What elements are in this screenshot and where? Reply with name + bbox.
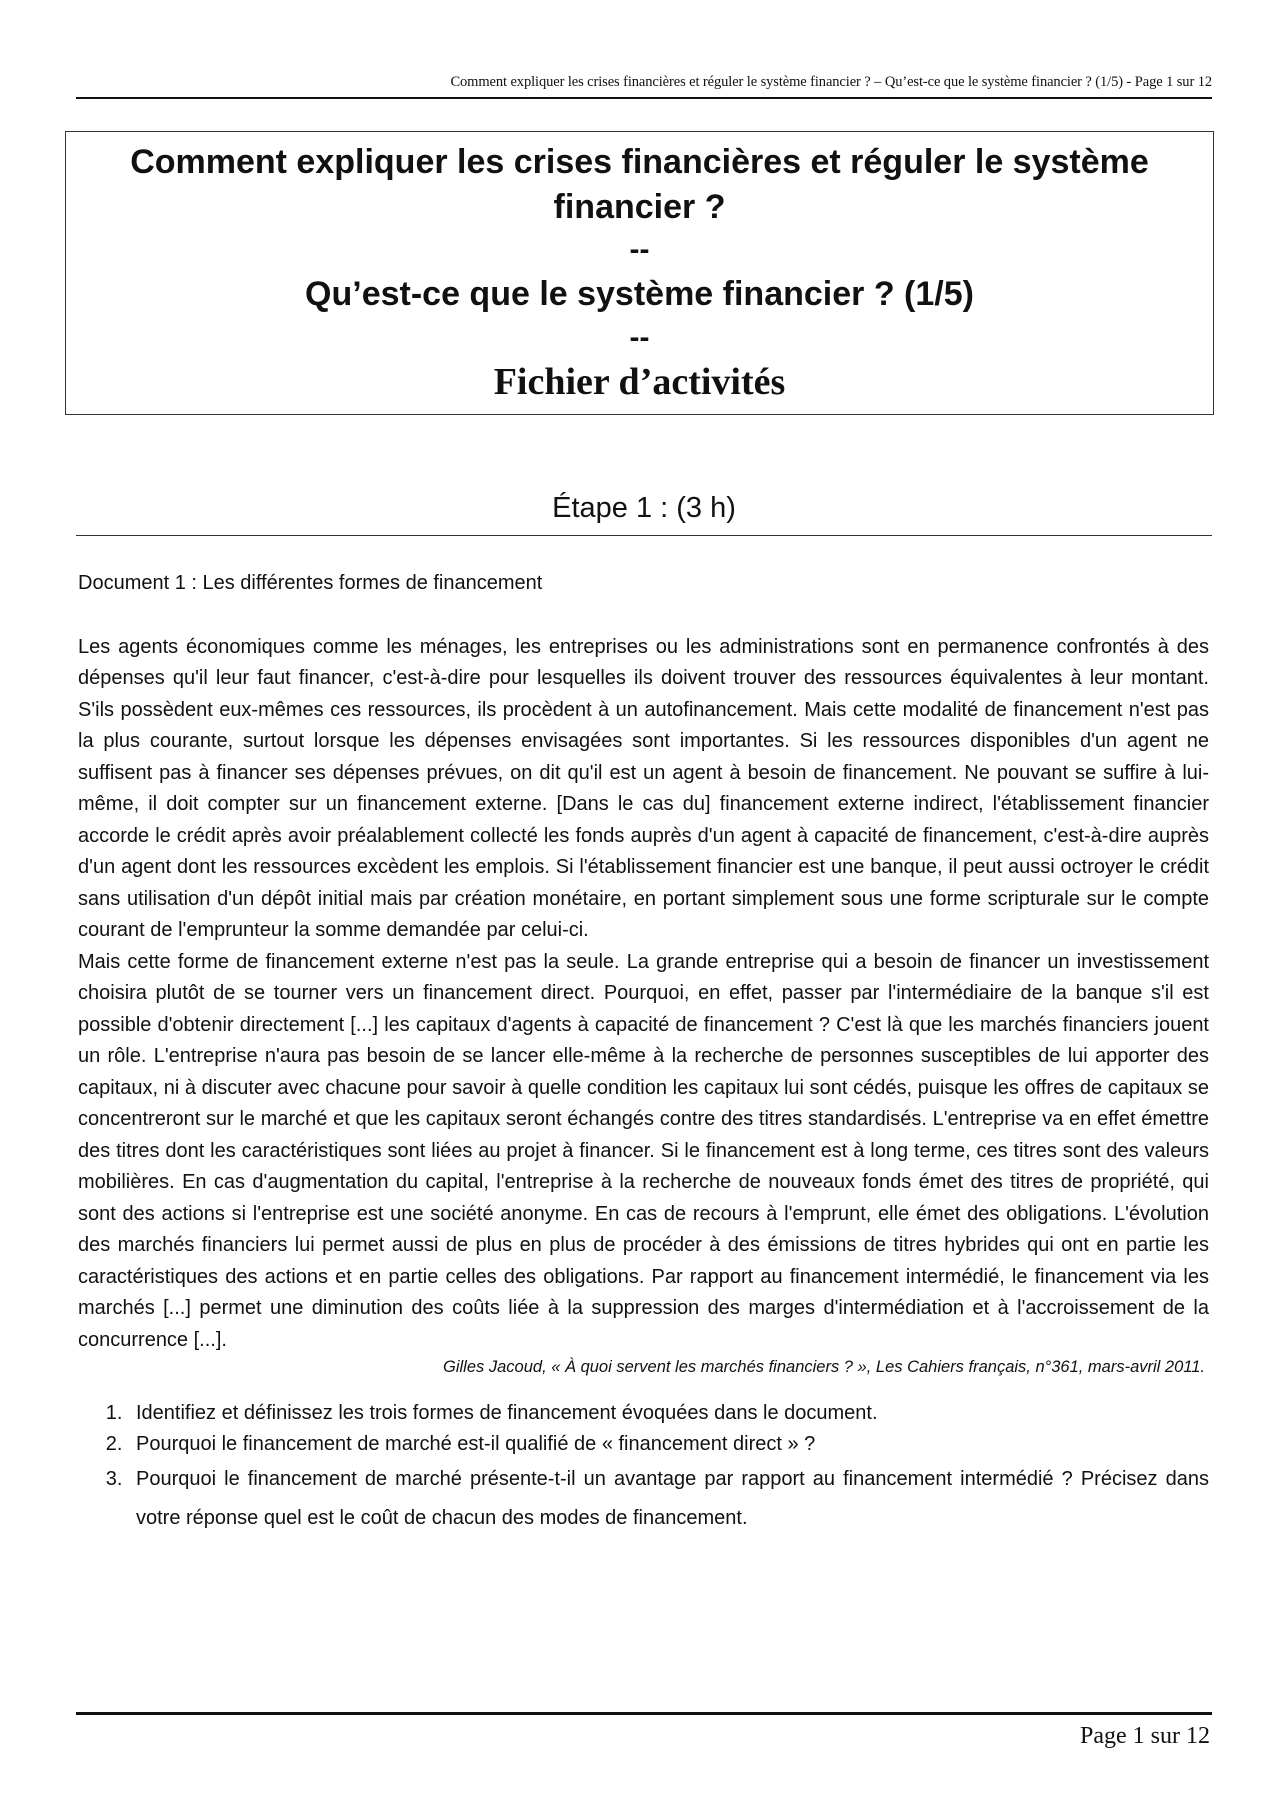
running-header: Comment expliquer les crises financières et réguler le système financier ? – Qu’est-ce que le système financier ? (1/5) - Page 1 sur 12 (450, 74, 1212, 90)
footer-divider (76, 1712, 1212, 1715)
main-title: Comment expliquer les crises financières et réguler le système financier ? (130, 143, 1149, 226)
file-label: Fichier d’activités (493, 361, 786, 403)
document-citation: Gilles Jacoud, « À quoi servent les marchés financiers ? », Les Cahiers français, n°361, mars-avril 2011. (443, 1358, 1205, 1376)
title-separator: -- (629, 233, 650, 266)
document-paragraph: Mais cette forme de financement externe n'est pas la seule. La grande entreprise qui a besoin de financer un investissement choisira plutôt de se tourner vers un financement direct. Pourquoi, en effet, passer par l'intermédiaire de la banque s'il est possible d'obtenir directement [...] les capitaux d'agents à capacité de financement ? C'est là que les marchés financiers jouent un rôle. L'entreprise n'aura pas besoin de se lancer elle-même à la recherche de personnes susceptibles de lui apporter des capitaux, ni à discuter avec chacune pour savoir à quelle condition les capitaux lui sont cédés, puisque les offres de capitaux se concentreront sur le marché et que les capitaux seront échangés contre des titres standardisés. L'entreprise va en effet émettre des titres dont les caractéristiques sont liées au projet à financer. Si le financement est à long terme, ces titres sont des valeurs mobilières. En cas d'augmentation du capital, l'entreprise à la recherche de nouveaux fonds émet des titres de propriété, qui sont des actions si l'entreprise est une société anonyme. En cas de recours à l'emprunt, elle émet des obligations. L'évolution des marchés financiers lui permet aussi de plus en plus de procéder à des émissions de titres hybrides qui ont en partie les caractéristiques des actions et en partie celles des obligations. Par rapport au financement intermédié, le financement via les marchés [...] permet une diminution des coûts liée à la suppression des marges d'intermédiation et à l'accroissement de la concurrence [...]. (78, 950, 1209, 1351)
question-item: 3. Pourquoi le financement de marché présente-t-il un avantage par rapport au financement intermédié ? Précisez dans votre réponse quel est le coût de chacun des modes de financement. (128, 1460, 1209, 1538)
document-content (78, 568, 1209, 1538)
page-number: Page 1 sur 12 (1080, 1723, 1210, 1749)
document-paragraph: Les agents économiques comme les ménages, les entreprises ou les administrations sont en permanence confrontés à des dépenses qu'il leur faut financer, c'est-à-dire pour lesquelles ils doivent trouver des ressources équivalentes à leur montant. S'ils possèdent eux-mêmes ces ressources, ils procèdent à un autofinancement. Mais cette modalité de financement n'est pas la plus courante, surtout lorsque les dépenses envisagées sont importantes. Si les ressources disponibles d'un agent ne suffisent pas à financer ses dépenses prévues, on dit qu'il est un agent à besoin de financement. Ne pouvant se suffire à lui-même, il doit compter sur un financement externe. [Dans le cas du] financement externe indirect, l'établissement financier accorde le crédit après avoir préalablement collecté les fonds auprès d'un agent à capacité de financement, c'est-à-dire auprès d'un agent dont les ressources excèdent les emplois. Si l'établissement financier est une banque, il peut aussi octroyer le crédit sans utilisation d'un dépôt initial mais par création monétaire, en portant simplement sous une forme scripturale sur le compte courant de l'emprunteur la somme demandée par celui-ci. (78, 635, 1209, 941)
document-title: Document 1 : Les différentes formes de financement (78, 572, 543, 594)
step-heading: Étape 1 : (3 h) (552, 492, 736, 524)
title-separator: -- (629, 321, 650, 354)
title-box (65, 131, 1214, 415)
question-list (78, 1398, 1209, 1538)
question-item: 1. Identifiez et définissez les trois formes de financement évoquées dans le document. (128, 1398, 1209, 1429)
subtitle: Qu’est-ce que le système financier ? (1/5) (305, 275, 974, 313)
step-divider (76, 535, 1212, 536)
header-divider (76, 97, 1212, 99)
question-item: 2. Pourquoi le financement de marché est-il qualifié de « financement direct » ? (128, 1429, 1209, 1460)
